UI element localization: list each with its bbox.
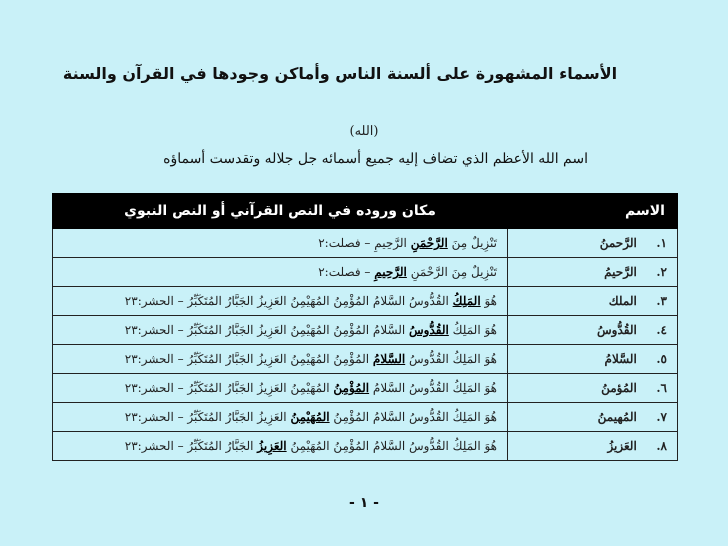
table-row: [53, 374, 678, 403]
divine-name: الملك: [608, 294, 637, 308]
name-cell: [508, 403, 678, 432]
table-row: [53, 345, 678, 374]
divine-name: الرَّحمنُ: [599, 236, 637, 250]
verse-text-before: هُوَ المَلِكُ القُدُّوسُ: [405, 352, 497, 366]
header-name: الاسم: [508, 194, 678, 229]
verse-highlight: المُؤْمِنُ: [333, 381, 370, 395]
name-cell: [508, 229, 678, 258]
verse-highlight: القُدُّوسُ: [409, 323, 449, 337]
verse-text-before: هُوَ المَلِكُ القُدُّوسُ السَّلامُ: [369, 381, 497, 395]
verse-highlight: المُهَيْمِنُ: [290, 410, 330, 424]
verse-highlight: السَّلامُ: [372, 352, 406, 366]
verse-cell: [53, 374, 508, 403]
page-title: الأسماء المشهورة على ألسنة الناس وأماكن وجودها في القرآن والسنة: [62, 64, 618, 83]
divine-name: المُؤمنُ: [601, 381, 637, 395]
row-number: ١.: [656, 236, 667, 250]
verse-highlight: الرَّحْمَنِ: [410, 236, 448, 250]
header-verse: مكان وروده في النص القرآني أو النص النبوي: [53, 194, 508, 229]
verse-text-before: هُوَ المَلِكُ القُدُّوسُ السَّلامُ المُؤْمِنُ المُهَيْمِنُ: [286, 439, 497, 453]
verse-cell: [53, 403, 508, 432]
name-cell: [508, 287, 678, 316]
verse-highlight: العَزِيزُ: [257, 439, 287, 453]
name-cell: [508, 345, 678, 374]
row-number: ٧.: [656, 410, 667, 424]
verse-cell: [53, 432, 508, 461]
row-number: ٨.: [656, 439, 667, 453]
subheading-allah: (الله): [349, 124, 379, 139]
divine-name: السَّلامُ: [604, 352, 637, 366]
name-cell: [508, 374, 678, 403]
verse-text-before: هُوَ المَلِكُ: [448, 323, 497, 337]
name-cell: [508, 316, 678, 345]
name-cell: [508, 258, 678, 287]
name-cell: [508, 432, 678, 461]
verse-text-before: هُوَ المَلِكُ القُدُّوسُ السَّلامُ المُؤْمِنُ: [329, 410, 497, 424]
table-row: [53, 287, 678, 316]
verse-text-after: القُدُّوسُ السَّلامُ المُؤْمِنُ المُهَيْمِنُ العَزِيزُ الجَبَّارُ المُتَكَبِّرُ – الحشر:٢٣: [124, 294, 453, 308]
row-number: ٣.: [656, 294, 667, 308]
divine-name: القُدُّوسُ: [597, 323, 637, 337]
verse-cell: [53, 345, 508, 374]
verse-text-after: المُهَيْمِنُ العَزِيزُ الجَبَّارُ المُتَكَبِّرُ – الحشر:٢٣: [124, 381, 334, 395]
verse-text-after: السَّلامُ المُؤْمِنُ المُهَيْمِنُ العَزِيزُ الجَبَّارُ المُتَكَبِّرُ – الحشر:٢٣: [124, 323, 410, 337]
table-row: [53, 403, 678, 432]
table-row: [53, 258, 678, 287]
verse-cell: [53, 258, 508, 287]
table-row: [53, 229, 678, 258]
verse-text-after: الرَّحِيمِ – فصلت:٢: [318, 236, 411, 250]
row-number: ٦.: [656, 381, 667, 395]
verse-text-after: الجَبَّارُ المُتَكَبِّرُ – الحشر:٢٣: [124, 439, 258, 453]
verse-text-after: العَزِيزُ الجَبَّارُ المُتَكَبِّرُ – الحشر:٢٣: [124, 410, 291, 424]
table-row: [53, 432, 678, 461]
row-number: ٥.: [656, 352, 667, 366]
divine-name: الرَّحيمُ: [604, 265, 637, 279]
verse-cell: [53, 229, 508, 258]
verse-text-before: تَنْزِيلٌ مِنَ: [447, 236, 497, 250]
intro-text: اسم الله الأعظم الذي تضاف إليه جميع أسمائه جل جلاله وتقدست أسماؤه: [163, 151, 588, 167]
verse-text-after: المُؤْمِنُ المُهَيْمِنُ العَزِيزُ الجَبَّارُ المُتَكَبِّرُ – الحشر:٢٣: [124, 352, 373, 366]
table-header-row: [53, 194, 678, 229]
verse-highlight: الرَّحِيمِ: [374, 265, 407, 279]
divine-name: المُهيمنُ: [597, 410, 637, 424]
verse-highlight: المَلِكُ: [452, 294, 481, 308]
page-number: - ١ -: [349, 495, 379, 511]
verse-text-before: هُوَ: [480, 294, 497, 308]
names-table: [52, 193, 678, 461]
table-row: [53, 316, 678, 345]
verse-cell: [53, 316, 508, 345]
row-number: ٤.: [656, 323, 667, 337]
verse-cell: [53, 287, 508, 316]
divine-name: العَزيزُ: [607, 439, 637, 453]
verse-text-after: – فصلت:٢: [318, 265, 375, 279]
verse-text-before: تَنْزِيلٌ مِنَ الرَّحْمَنِ: [406, 265, 497, 279]
row-number: ٢.: [656, 265, 667, 279]
